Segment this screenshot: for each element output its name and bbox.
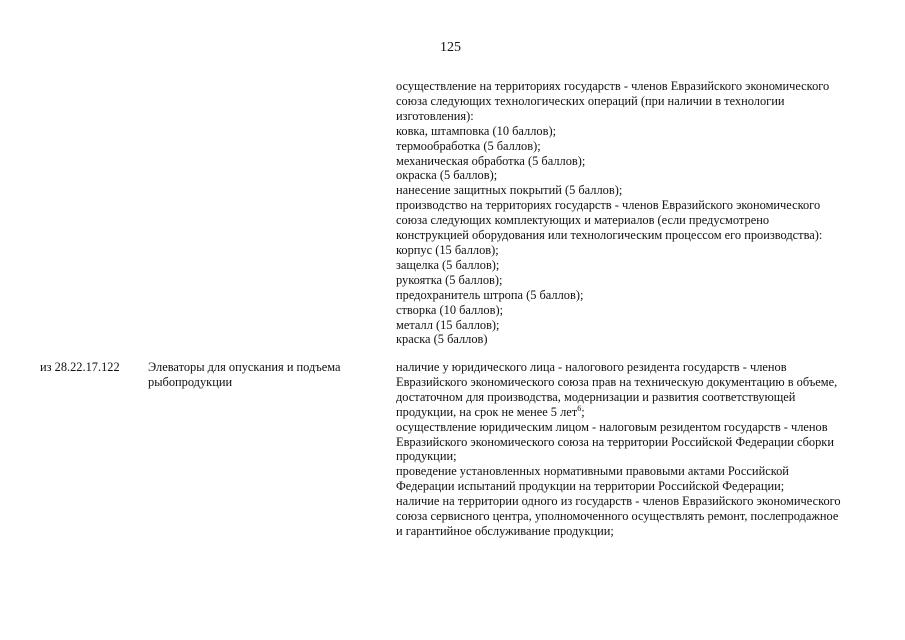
text-line: Федерации испытаний продукции на территории Российской Федерации; [396, 479, 785, 494]
text-line: наличие на территории одного из государств - членов Евразийского экономического [396, 494, 841, 509]
text-line: союза следующих технологических операций (при наличии в технологии [396, 93, 785, 108]
text-fragment: ; [581, 404, 585, 419]
text-line: производство на территориях государств - членов Евразийского экономического [396, 198, 821, 213]
text-line: союза сервисного центра, уполномоченного осуществлять ремонт, послепродажное [396, 509, 839, 524]
text-line: достаточном для производства, модернизации и развития соответствующей [396, 389, 796, 404]
product-code-text: из 28.22.17.122 [40, 360, 120, 374]
text-line: нанесение защитных покрытий (5 баллов); [396, 183, 623, 198]
product-name [148, 360, 380, 390]
text-line: Евразийского экономического союза на территории Российской Федерации сборки [396, 434, 834, 449]
text-line: рыбопродукции [148, 374, 233, 389]
text-line: продукции; [396, 449, 457, 464]
text-line: окраска (5 баллов); [396, 168, 498, 183]
product-conditions [396, 360, 886, 539]
text-line: корпус (15 баллов); [396, 242, 499, 257]
text-line: защелка (5 баллов); [396, 257, 500, 272]
text-line: механическая обработка (5 баллов); [396, 153, 586, 168]
text-line: ковка, штамповка (10 баллов); [396, 123, 557, 138]
text-line: рукоятка (5 баллов); [396, 272, 503, 287]
text-line-with-footnote [396, 405, 886, 420]
footnote-mark[interactable]: 6 [577, 403, 582, 413]
text-line: конструкцией оборудования или технологическим процессом его производства): [396, 228, 823, 243]
text-line: и гарантийное обслуживание продукции; [396, 523, 614, 538]
text-fragment: продукции, на срок не менее 5 лет [396, 404, 578, 419]
text-line: Евразийского экономического союза прав на техническую документацию в объеме, [396, 374, 838, 389]
text-line: союза следующих комплектующих и материалов (если предусмотрено [396, 213, 770, 228]
text-line: предохранитель штропа (5 баллов); [396, 287, 584, 302]
text-line: металл (15 баллов); [396, 317, 500, 332]
continued-conditions [396, 79, 886, 347]
text-line: изготовления): [396, 108, 474, 123]
text-line: наличие у юридического лица - налогового резидента государств - членов [396, 360, 787, 374]
product-code [40, 360, 140, 375]
page-number: 125 [440, 40, 461, 55]
text-line: осуществление юридическим лицом - налоговым резидентом государств - членов [396, 419, 828, 434]
text-line: створка (10 баллов); [396, 302, 504, 317]
text-line: проведение установленных нормативными правовыми актами Российской [396, 464, 789, 479]
text-line: термообработка (5 баллов); [396, 138, 541, 153]
text-line: Элеваторы для опускания и подъема [148, 360, 341, 374]
text-line: осуществление на территориях государств - членов Евразийского экономического [396, 79, 830, 93]
text-line: краска (5 баллов) [396, 332, 488, 347]
